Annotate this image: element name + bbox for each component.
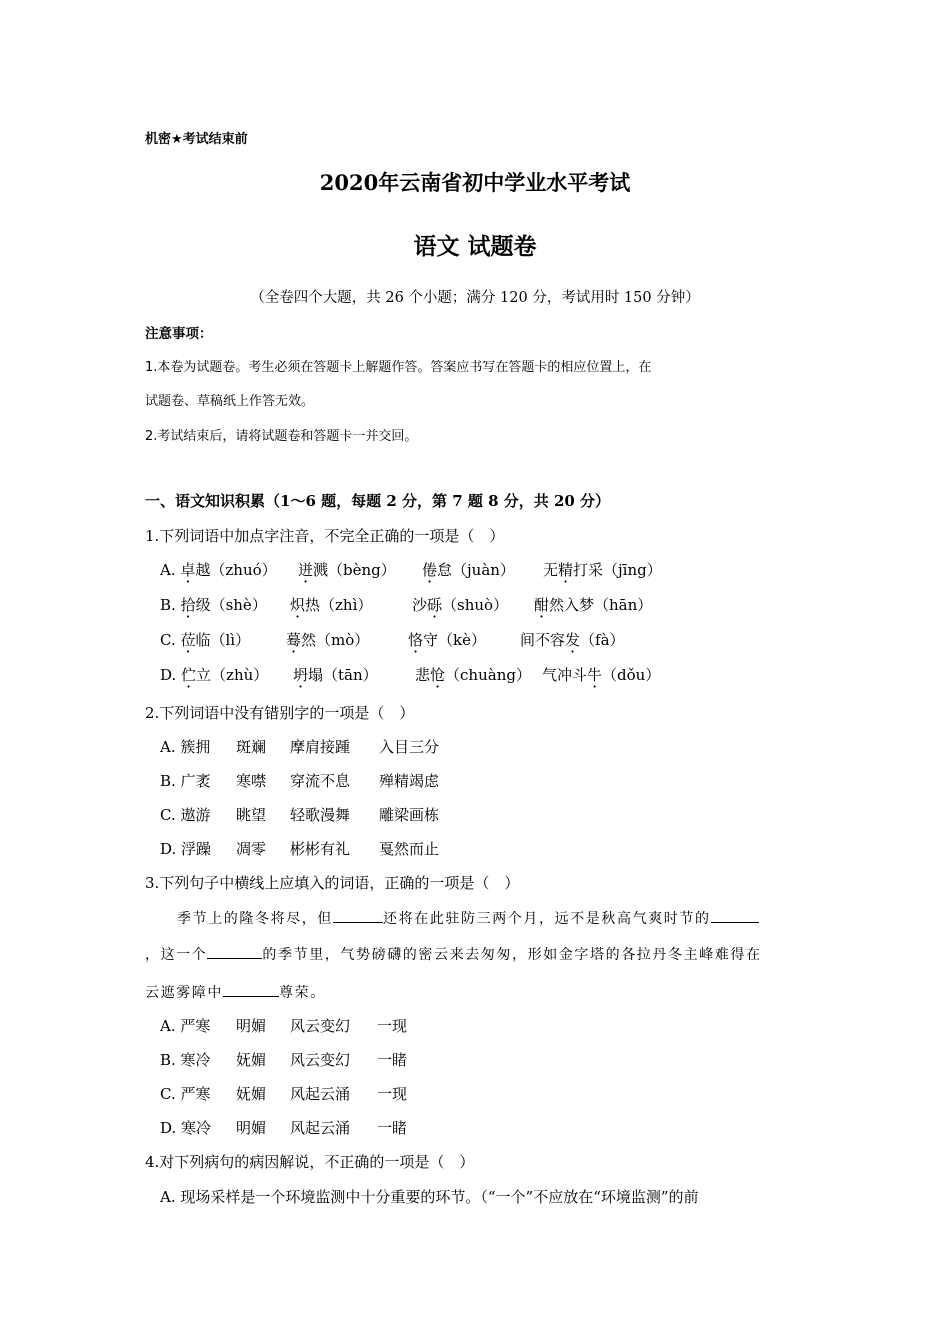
section-1-heading: 一、语文知识积累（1～6 题，每题 2 分，第 7 题 8 分，共 20 分） [145,492,611,510]
question-2-stem: 2.下列词语中没有错别字的一项是（ ） [145,704,415,722]
question-3-passage-line-1: 季节上的隆冬将尽，但 还将在此驻防三两个月，远不是秋高气爽时节的 [177,908,759,928]
paper-title: 语文 试题卷 [413,233,537,260]
question-1-stem: 1.下列词语中加点字注音，不完全正确的一项是（ ） [145,527,505,545]
note-line-2: 试题卷、草稿纸上作答无效。 [145,394,315,409]
question-4-stem: 4.对下列病句的病因解说，不正确的一项是（ ） [145,1153,475,1171]
notes-heading: 注意事项： [145,326,213,342]
confidential-label: 机密★考试结束前 [145,132,248,147]
fill-blank-4 [223,982,279,997]
fill-blank-3 [207,944,262,959]
question-3-passage-line-2: ，这一个 的季节里，气势磅礴的密云来去匆匆，形如金字塔的各拉丹冬主峰难得在 [145,944,762,964]
fill-blank-2 [711,908,759,923]
question-4-option-a: A. 现场采样是一个环境监测中十分重要的环节。（“一个”不应放在“环境监测”的前 [160,1188,699,1206]
exam-info: （全卷四个大题，共 26 个小题；满分 120 分，考试用时 150 分钟） [250,290,700,306]
exam-title: 2020年云南省初中学业水平考试 [319,170,631,195]
fill-blank-1 [333,908,383,923]
question-3-stem: 3.下列句子中横线上应填入的词语，正确的一项是（ ） [145,874,520,892]
exam-page: 机密★考试结束前 2020年云南省初中学业水平考试 语文 试题卷 （全卷四个大题，共 26 个小题；满分 120 分，考试用时 150 分钟） 注意事项： 1.本卷为试题卷。考生必须在答题卡上解题作答。答案应书写在答题卡的相应位置上，在 试题卷、草稿纸上作答无效。 2.考试结束后，请将试题卷和答题卡一并交回。 一、语文知识积累（1～6 题，每题 2 分，第 7 题 8 分，共 20 分） 1.下列词语中加点字注音，不完全正确的一项是（ ） A. 卓越（zhuó） 迸溅（bèng） 倦怠（juàn） 无精打采（jīng） B. 拾级（shè） 炽热（zhì） 沙砾（shuò） 酣然入梦（hān） C. 莅临（lì） 蓦然（mò） 恪守（kè） 间不容发（fà） D. 伫立（zhù） 坍塌（tān） 悲怆（chuàng） 气冲斗牛（dǒu） 2.下列词语中没有错别字的一项是（ ） A. 簇拥 斑斓 摩肩接踵 入目三分 B. 广袤 寒噤 穿流不息 殚精竭虑 C. 遨游 眺望 轻歌漫舞 雕梁画栋 D. 浮躁 凋零 彬彬有礼 戛然而止 3.下列句子中横线上应填入的词语，正确的一项是（ ） 季节上的隆冬将尽，但 还将在此驻防三两个月，远不是秋高气爽时节的 ，这一个 的季节里，气势磅礴的密云来去匆匆，形如金字塔的各拉丹冬主峰难得在 云遮雾障中 尊荣。 A. 严寒 明媚 风云变幻 一现 B. 寒冷 妩媚 风云变幻 一睹 C. 严寒 妩媚 风起云涌 一现 D. 寒冷 明媚 风起云涌 一睹 4.对下列病句的病因解说，不正确的一项是（ ） A. 现场采样是一个环境监测中十分重要的环节。（“一个”不应放在“环境监测”的前 [0,0,950,1344]
question-3-passage-line-3: 云遮雾障中 尊荣。 [145,982,326,1002]
note-line-3: 2.考试结束后，请将试题卷和答题卡一并交回。 [145,429,418,444]
note-line-1: 1.本卷为试题卷。考生必须在答题卡上解题作答。答案应书写在答题卡的相应位置上，在 [145,360,652,375]
